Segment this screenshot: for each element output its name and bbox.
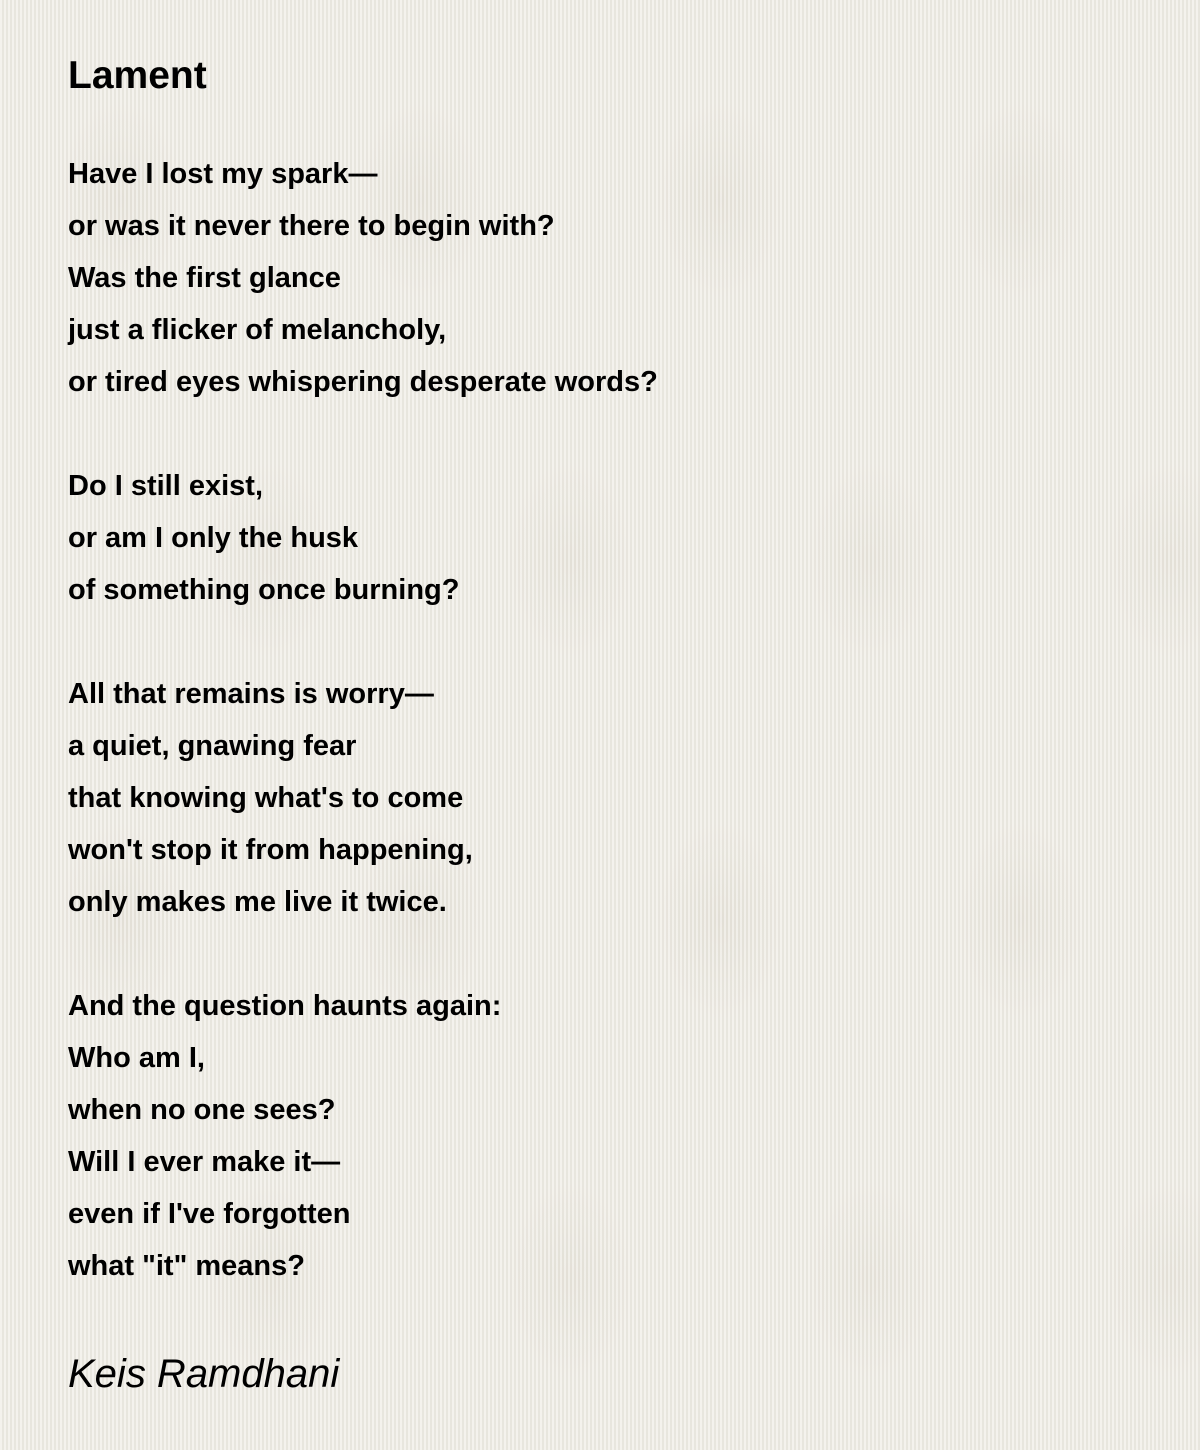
poem-line-text: or am I only the husk xyxy=(68,522,359,554)
poem-line-text: that knowing what's to come xyxy=(68,782,464,814)
poem-author: Keis Ramdhani xyxy=(68,1352,340,1396)
poem-line xyxy=(68,308,1148,360)
poem-line-text: Was the first glance xyxy=(68,262,341,294)
poem-line xyxy=(68,568,1148,620)
poem-line xyxy=(68,1192,1148,1244)
poem-body xyxy=(68,152,1148,1296)
poem-line xyxy=(68,1244,1148,1296)
poem-line-text: Have I lost my spark— xyxy=(68,158,378,190)
poem-line xyxy=(68,204,1148,256)
poem-line xyxy=(68,984,1148,1036)
poem-line xyxy=(68,464,1148,516)
poem-line xyxy=(68,776,1148,828)
poem-line xyxy=(68,152,1148,204)
poem-line xyxy=(68,1036,1148,1088)
stanza xyxy=(68,984,1148,1296)
poem-line-text: what "it" means? xyxy=(68,1250,305,1282)
poem-line-text: And the question haunts again: xyxy=(68,990,502,1022)
poem-line xyxy=(68,828,1148,880)
poem-line xyxy=(68,672,1148,724)
poem-line xyxy=(68,1088,1148,1140)
poem-line-text: or was it never there to begin with? xyxy=(68,210,555,242)
poem-line-text: All that remains is worry— xyxy=(68,678,434,710)
poem-line xyxy=(68,360,1148,412)
stanza xyxy=(68,672,1148,932)
poem-line-text: Do I still exist, xyxy=(68,470,263,502)
poem-line-text: a quiet, gnawing fear xyxy=(68,730,357,762)
poem-line-text: won't stop it from happening, xyxy=(68,834,473,866)
poem-line xyxy=(68,880,1148,932)
stanza xyxy=(68,152,1148,412)
poem-line xyxy=(68,516,1148,568)
poem-line xyxy=(68,1140,1148,1192)
poem-line-text: or tired eyes whispering desperate words? xyxy=(68,366,658,398)
poem-line xyxy=(68,256,1148,308)
poem-line-text: of something once burning? xyxy=(68,574,460,606)
poem-title: Lament xyxy=(68,54,207,97)
poem-line-text: Will I ever make it— xyxy=(68,1146,341,1178)
poem-line-text: even if I've forgotten xyxy=(68,1198,351,1230)
poem-line-text: Who am I, xyxy=(68,1042,205,1074)
poem-line-text: when no one sees? xyxy=(68,1094,336,1126)
poem-page xyxy=(68,52,1148,1348)
poem-line xyxy=(68,724,1148,776)
stanza xyxy=(68,464,1148,620)
poem-line-text: just a flicker of melancholy, xyxy=(68,314,447,346)
poem-line-text: only makes me live it twice. xyxy=(68,886,447,918)
